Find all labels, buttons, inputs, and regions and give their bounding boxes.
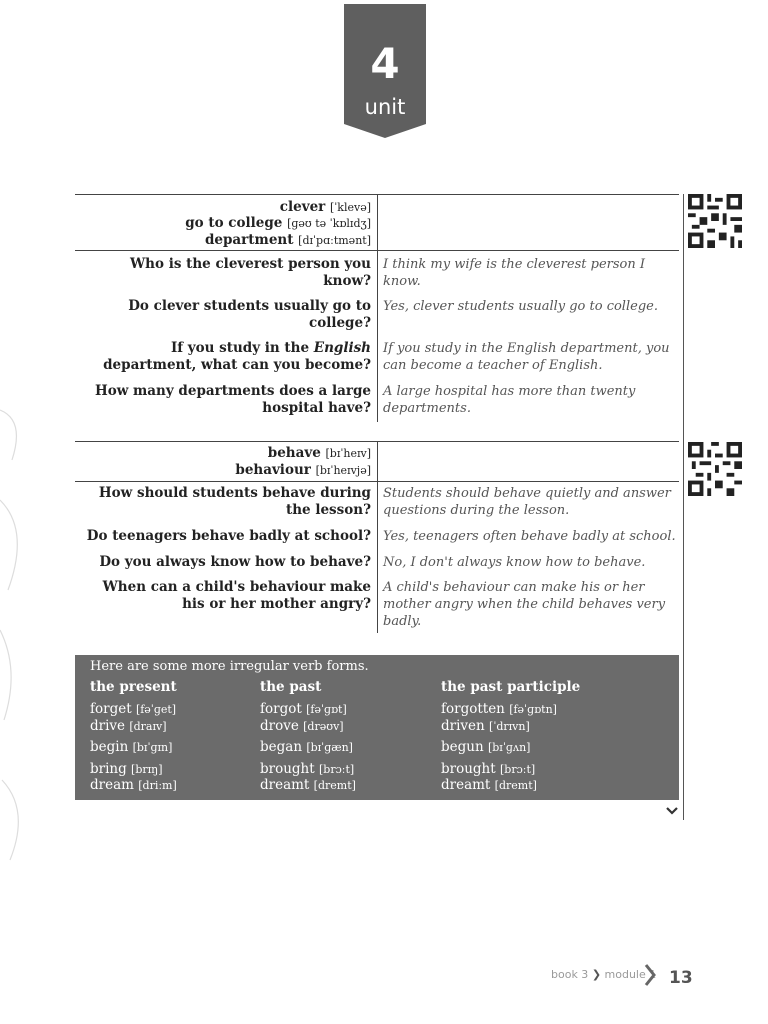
verb-cell: began [bɪˈɡæn] <box>260 739 353 755</box>
vocab-word: go to college [ɡəʊ tə ˈkɒlɪdʒ] <box>185 215 371 231</box>
qr-code-icon[interactable] <box>687 194 743 248</box>
box-intro: Here are some more irregular verb forms. <box>90 659 369 674</box>
column-divider <box>377 194 378 422</box>
answer: Yes, teenagers often behave badly at school. <box>383 529 676 544</box>
chevron-down-icon[interactable] <box>665 806 679 816</box>
verb-cell: brought [brɔːt] <box>441 761 536 777</box>
irregular-verbs-box <box>75 655 679 800</box>
question: When can a child's behaviour make his or her mother angry? <box>102 579 371 612</box>
answer: I think my wife is the cleverest person I know. <box>383 257 645 289</box>
right-margin-rule <box>683 194 684 820</box>
unit-tab <box>344 4 426 138</box>
question: Do you always know how to behave? <box>99 554 371 570</box>
verb-cell: dreamt [dremt] <box>260 777 356 793</box>
verb-cell: drive [draɪv] <box>90 718 167 734</box>
unit-label: unit <box>364 95 406 119</box>
question: Do teenagers behave badly at school? <box>86 528 371 544</box>
column-header: the present <box>90 679 177 695</box>
vocab-word: behaviour [bɪˈheɪvjə] <box>235 462 371 478</box>
answer: No, I don't always know how to behave. <box>383 555 646 570</box>
verb-cell: brought [brɔːt] <box>260 761 355 777</box>
answer: If you study in the English department, you can become a teacher of English. <box>383 341 670 373</box>
question: Who is the cleverest person you know? <box>130 256 371 289</box>
decorative-sketch <box>0 380 40 900</box>
chevron-right-icon <box>643 962 657 988</box>
vocab-word: clever [ˈklevə] <box>279 199 371 215</box>
answer: A child's behaviour can make his or her mother angry when the child behaves very badly. <box>383 580 666 629</box>
column-header: the past <box>260 679 322 695</box>
verb-cell: begin [bɪˈɡɪn] <box>90 739 173 755</box>
answer: Yes, clever students usually go to college. <box>383 299 658 314</box>
vocab-word: department [dɪˈpɑːtmənt] <box>204 232 371 248</box>
verb-cell: dreamt [dremt] <box>441 777 537 793</box>
footer-breadcrumb <box>551 968 656 981</box>
column-header: the past participle <box>441 679 581 695</box>
answer: Students should behave quietly and answer questions during the lesson. <box>383 486 671 518</box>
verb-cell: drove [drəʊv] <box>260 718 344 734</box>
vocab-word: behave [bɪˈheɪv] <box>267 445 371 461</box>
verb-cell: forget [fəˈɡet] <box>90 701 177 717</box>
verb-cell: bring [brɪŋ] <box>90 761 163 777</box>
verb-cell: begun [bɪˈɡʌn] <box>441 739 531 755</box>
question: How should students behave during the lesson? <box>98 485 371 518</box>
footer-module: module 1 <box>604 968 657 981</box>
question: Do clever students usually go to college? <box>128 298 371 331</box>
page-number: 13 <box>669 968 693 988</box>
footer-book: book 3 <box>551 968 589 981</box>
column-divider <box>377 441 378 633</box>
verb-cell: forgotten [fəˈɡɒtn] <box>441 701 557 717</box>
answer: A large hospital has more than twenty departments. <box>383 384 636 416</box>
verb-cell: forgot [fəˈɡɒt] <box>260 701 347 717</box>
unit-number: 4 <box>370 39 400 88</box>
verb-cell: dream [driːm] <box>90 777 177 793</box>
qr-code-icon[interactable] <box>687 442 743 496</box>
question: If you study in the English department, what can you become? <box>103 340 371 373</box>
footer-separator-icon: ❯ <box>591 968 602 981</box>
verb-cell: driven [ˈdrɪvn] <box>441 718 530 734</box>
question: How many departments does a large hospital have? <box>94 383 371 416</box>
